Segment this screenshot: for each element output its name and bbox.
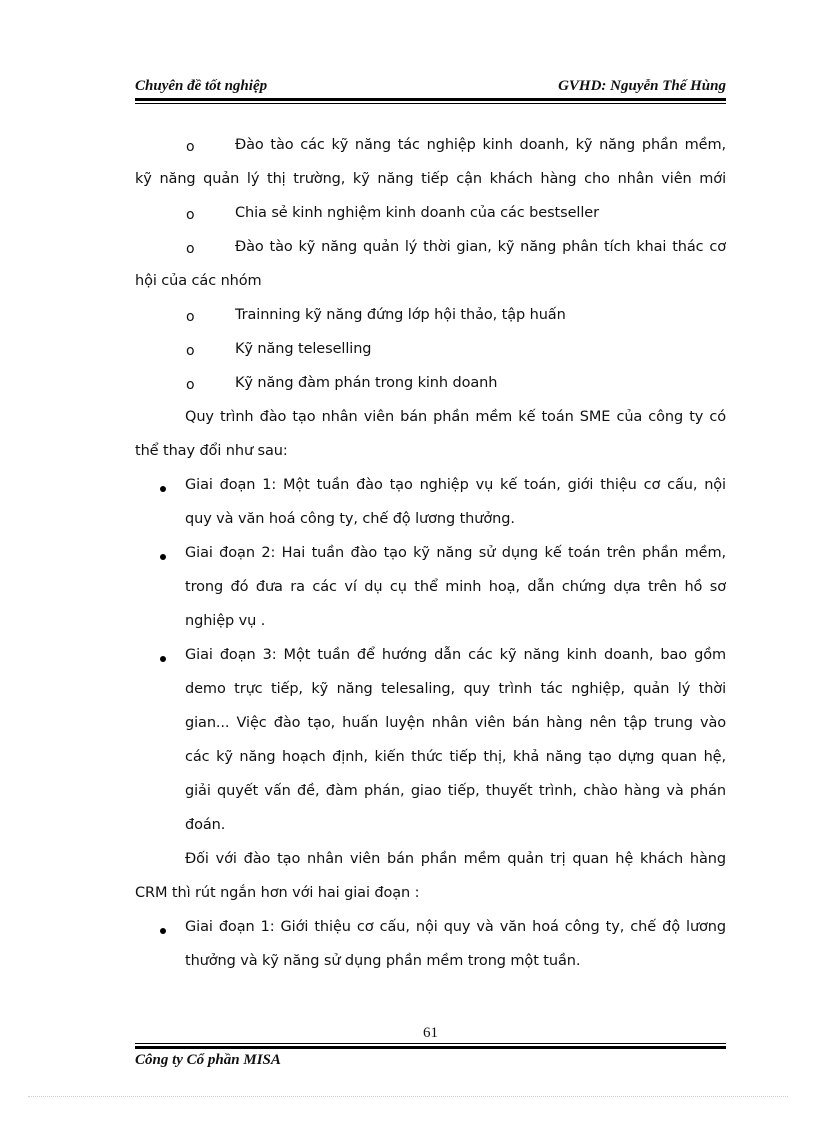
bullet-dot [160,554,166,560]
footer-rule-thick [135,1046,726,1049]
circle-bullet: o [186,241,195,257]
text-line: hội của các nhóm [135,273,262,289]
text-line: thưởng và kỹ năng sử dụng phần mềm trong một tuần. [185,953,581,969]
text-line: Quy trình đào tạo nhân viên bán phần mềm kế toán SME của công ty có [185,409,726,425]
text-line: Giai đoạn 2: Hai tuần đào tạo kỹ năng sử dụng kế toán trên phần mềm, [185,545,726,561]
bullet-dot [160,656,166,662]
footer-rule-thin [135,1043,726,1044]
circle-bullet: o [186,139,195,155]
text-line: Chia sẻ kinh nghiệm kinh doanh của các bestseller [235,205,599,221]
text-line: thể thay đổi như sau: [135,443,288,459]
text-line: Kỹ năng teleselling [235,341,372,357]
text-line: Giai đoạn 3: Một tuần để hướng dẫn các kỹ năng kinh doanh, bao gồm [185,647,726,663]
text-line: Trainning kỹ năng đứng lớp hội thảo, tập huấn [235,307,566,323]
bullet-dot [160,486,166,492]
text-line: Đối với đào tạo nhân viên bán phần mềm quản trị quan hệ khách hàng [185,851,726,867]
page-number: 61 [423,1025,438,1041]
circle-bullet: o [186,377,195,393]
page-edge-divider [28,1096,788,1097]
header-rule-thin [135,103,726,104]
circle-bullet: o [186,207,195,223]
text-line: Giai đoạn 1: Một tuần đào tạo nghiệp vụ kế toán, giới thiệu cơ cấu, nội [185,477,726,493]
text-line: Đào tào kỹ năng quản lý thời gian, kỹ năng phân tích khai thác cơ [235,239,726,255]
circle-bullet: o [186,343,195,359]
header-title: Chuyên đề tốt nghiệp [135,78,268,94]
text-line: kỹ năng quản lý thị trường, kỹ năng tiếp cận khách hàng cho nhân viên mới [135,171,726,187]
page-header [135,78,726,98]
text-line: đoán. [185,817,226,833]
text-line: giải quyết vấn đề, đàm phán, giao tiếp, thuyết trình, chào hàng và phán [185,783,726,799]
text-line: Kỹ năng đàm phán trong kinh doanh [235,375,498,391]
text-line: Giai đoạn 1: Giới thiệu cơ cấu, nội quy và văn hoá công ty, chế độ lương [185,919,726,935]
footer-company: Công ty Cổ phần MISA [135,1052,281,1068]
text-line: demo trực tiếp, kỹ năng telesaling, quy trình tác nghiệp, quản lý thời [185,681,726,697]
text-line: CRM thì rút ngắn hơn với hai giai đoạn : [135,885,420,901]
text-line: quy và văn hoá công ty, chế độ lương thưởng. [185,511,515,527]
text-line: nghiệp vụ . [185,613,266,629]
header-rule-thick [135,98,726,101]
text-line: trong đó đưa ra các ví dụ cụ thể minh hoạ, dẫn chứng dựa trên hồ sơ [185,579,726,595]
bullet-dot [160,928,166,934]
text-line: gian... Việc đào tạo, huấn luyện nhân viên bán hàng nên tập trung vào [185,715,726,731]
text-line: các kỹ năng hoạch định, kiến thức tiếp thị, khả năng tạo dựng quan hệ, [185,749,726,765]
header-advisor: GVHD: Nguyễn Thế Hùng [558,78,726,94]
circle-bullet: o [186,309,195,325]
text-line: Đào tào các kỹ năng tác nghiệp kinh doanh, kỹ năng phần mềm, [235,137,726,153]
